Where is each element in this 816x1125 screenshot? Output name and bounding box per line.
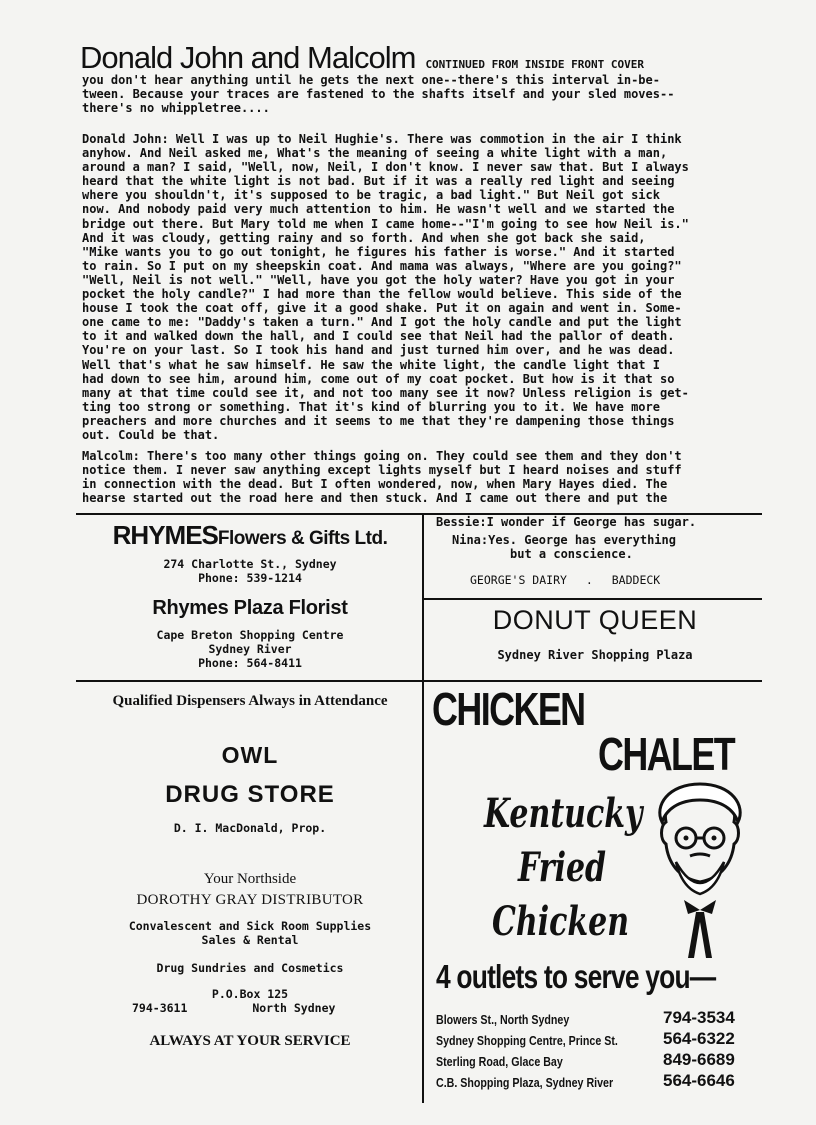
georges-dairy-ad [430,515,760,587]
owl-distributor: DOROTHY GRAY DISTRIBUTOR [136,892,364,908]
owl-prop: D. I. MacDonald, Prop. [173,821,327,835]
rhymes-plaza-name: Rhymes Plaza Florist [152,597,348,619]
owl-phone: 794-3611 [132,1001,188,1015]
owl-always: ALWAYS AT YOUR SERVICE [149,1033,351,1049]
rhymes-plaza-town: Sydney River [208,642,292,656]
article-paragraph: Donald John: Well I was up to Neil Hughie's. There was commotion in the air I think anyhow. And Neil asked me, What's the meaning of seeing a white light with a man, around a man? I said, "Well, now, Neil, I don't know. I never saw that. But I always heard that the white light is not bad. But if it was a really red light and seeing where you shouldn't, it's supposed to be tragic, a bad light." But Neil got sick now. And nobody paid very much attention to him. He wasn't well and we started the bridge out there. But Mary told me when I came home--"I'm going to see how Neil is." And it was cloudy, getting rainy and so forth. And when she got back she said, "Mike wants you to go out tonight, he figures his father is worse." And it started to rain. So I put on my sheepskin coat. And mama was always, "Where are you going?" "Well, Neil is not well." "Well, have you got the holy water? Have you got in your pocket the holy candle?" I had more than the fellow would believe. This side of the house I took the coat off, give it a good shake. Put it on again and went in. Some- one came to me: "Daddy's taken a turn." And I got the holy candle and put the light to it and walked down the hall, and I could see that Neil had the pallor of death. You're on your last. So I took his hand and just turned him over, and he was dead. Well that's what he saw himself. He saw the white light, the candle light that I had down to see him, around him, come out of my coat pocket. But how is it that so many at that time could see it, and not too many see it now? Unless religion is get- ting too strong or something. That it's kind of blurring you to it. We have more preachers and more churches and it seems to me that they're dampening those things out. Could be that. [82,132,689,442]
article-title: Donald John and Malcolm [80,40,416,75]
owl-town: North Sydney [252,1001,336,1015]
georges-name: GEORGE'S DAIRY [470,573,567,587]
georges-footer [430,573,760,587]
kfc-location-phone: 794-3534 [663,1008,735,1027]
kfc-kentucky: Kentucky [484,790,643,837]
colonel-portrait-icon [648,782,752,962]
kfc-location-phone: 849-6689 [663,1050,735,1069]
article-heading [80,40,760,76]
georges-town: BADDECK [611,573,661,587]
article-paragraph: Malcolm: There's too many other things going on. They could see them and they don't notice them. I never saw anything except lights myself but I heard noises and stuff in connection with the dead. But I often wondered, now, when Mary Hayes died. The hearse started out the road here and then stuck. And I came out there and put the [82,449,682,506]
rhymes-phone: Phone: 539-1214 [198,571,302,585]
owl-qualified-line: Qualified Dispensers Always in Attendance [112,693,388,709]
donut-queen-name: DONUT QUEEN [492,605,698,635]
owl-drug-store-ad [82,693,418,1050]
georges-line-1: Bessie:I wonder if George has sugar. [436,515,697,529]
rhymes-name: RHYMES [112,520,218,550]
owl-name: OWL [221,742,279,768]
georges-line-2: Nina:Yes. George has everything [452,533,676,547]
kfc-location-place: C.B. Shopping Plaza, Sydney River [436,1075,614,1090]
rhymes-logo [82,520,418,551]
kfc-location-place: Blowers St., North Sydney [436,1012,570,1027]
owl-supplies: Convalescent and Sick Room Supplies [128,919,372,933]
kfc-chicken-script: Chicken [492,898,630,945]
kfc-location-phone: 564-6646 [663,1071,735,1090]
ad-divider-vertical [422,513,424,1103]
rhymes-ad [82,520,418,670]
rhymes-name-sub: Flowers & Gifts Ltd. [217,528,388,549]
kfc-chicken-word: CHICKEN [432,683,585,735]
owl-northside: Your Northside [203,871,297,887]
continued-note: CONTINUED FROM INSIDE FRONT COVER [425,58,644,71]
owl-sales-rental: Sales & Rental [201,933,299,947]
ad-divider-right-upper [424,598,762,600]
owl-sundries: Drug Sundries and Cosmetics [156,961,344,975]
kfc-location-place: Sterling Road, Glace Bay [436,1054,563,1069]
article-paragraph: you don't hear anything until he gets the next one--there's this interval in-be- tween. Because your traces are fastened to the shafts itself and your sled moves-- there's no whippletree.... [82,73,675,116]
rhymes-plaza-address: Cape Breton Shopping Centre [156,628,344,642]
kfc-fried: Fried [518,844,607,891]
owl-drug-store: DRUG STORE [165,781,335,808]
rhymes-address: 274 Charlotte St., Sydney [163,557,337,571]
kfc-location-place: Sydney Shopping Centre, Prince St. [436,1033,618,1048]
owl-contact-line [82,1001,418,1015]
ad-divider-middle [76,680,762,682]
owl-pobox: P.O.Box 125 [211,987,289,1001]
kfc-chalet-word: CHALET [598,728,735,780]
georges-separator: . [585,573,593,587]
georges-line-3: but a conscience. [510,547,633,561]
donut-queen-ad [430,605,760,662]
donut-queen-location: Sydney River Shopping Plaza [497,648,693,662]
rhymes-plaza-phone: Phone: 564-8411 [198,656,302,670]
kfc-location-phone: 564-6322 [663,1029,735,1048]
kfc-outlets-line: 4 outlets to serve you— [436,958,716,995]
